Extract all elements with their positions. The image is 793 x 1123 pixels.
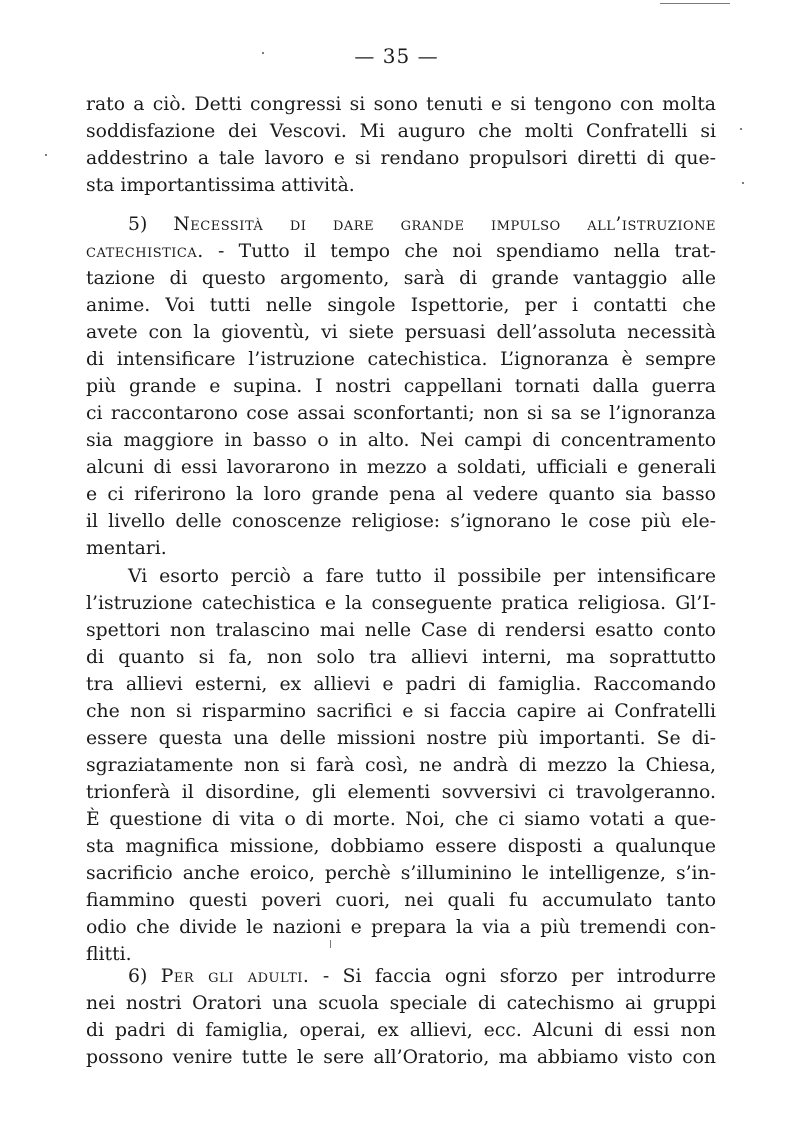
text-line (86, 238, 716, 265)
text-line: di padri di famiglia, operai, ex allievi, ecc. Alcuni di essi non (86, 1020, 716, 1041)
paragraph (86, 563, 716, 968)
scan-speck (262, 52, 264, 54)
text-line: sta importantissima attività. (86, 175, 355, 196)
text-line: essere questa una delle missioni nostre più importanti. Se di- (86, 728, 716, 749)
text-line: anime. Voi tutti nelle singole Ispettorie, per i contatti che (86, 295, 716, 316)
section-6 (86, 963, 716, 1071)
text-line: di intensificare l’istruzione catechistica. L’ignoranza è sempre (86, 349, 716, 370)
section-lead-text: - Si faccia ogni sforzo per introdurre (322, 966, 716, 987)
scan-speck (740, 128, 742, 130)
text-line: avete con la gioventù, vi siete persuasi dell’assoluta necessità (86, 322, 716, 343)
section-lead-text: - Tutto il tempo che noi spendiamo nella trat- (218, 241, 716, 262)
scan-speck (330, 940, 331, 948)
text-line: tazione di questo argomento, sarà di grande vantaggio alle (86, 268, 716, 289)
section-title-continued: catechistica. (86, 241, 204, 262)
section-title: Necessità di dare grande impulso all’istruzione (173, 214, 716, 235)
section-heading (86, 211, 716, 238)
text-line: ci raccontarono cose assai sconfortanti; non si sa se l’ignoranza (86, 403, 716, 424)
text-line: soddisfazione dei Vescovi. Mi auguro che molti Confratelli si (86, 121, 716, 142)
text-line: sacrificio anche eroico, perchè s’illuminino le intelligenze, s’in- (86, 863, 716, 884)
text-line: sia maggiore in basso o in alto. Nei campi di concentramento (86, 430, 716, 451)
text-line: più grande e supina. I nostri cappellani tornati dalla guerra (86, 376, 716, 397)
text-line: nei nostri Oratori una scuola speciale di catechismo ai gruppi (86, 993, 716, 1014)
text-line: di quanto si fa, non solo tra allievi interni, ma soprattutto (86, 647, 716, 668)
paragraph-continuation (86, 91, 716, 199)
text-line: fiammino questi poveri cuori, nei quali fu accumulato tanto (86, 890, 716, 911)
scan-speck (742, 182, 744, 184)
section-number: 6) (128, 966, 148, 987)
text-line: trionferà il disordine, gli elementi sovversivi ci travolgeranno. (86, 782, 716, 803)
text-line: spettori non tralascino mai nelle Case di rendersi esatto conto (86, 620, 716, 641)
text-line: Vi esorto perciò a fare tutto il possibile per intensificare (128, 566, 716, 587)
text-line: che non si risparmino sacrifici e si faccia capire ai Confratelli (86, 701, 716, 722)
section-heading (86, 963, 716, 990)
section-number: 5) (128, 214, 148, 235)
section-title: Per gli adulti. (160, 966, 310, 987)
scan-speck (45, 154, 47, 156)
text-line: È questione di vita o di morte. Noi, che ci siamo votati a que- (86, 809, 716, 830)
text-line: sgraziatamente non si farà così, ne andrà di mezzo la Chiesa, (86, 755, 716, 776)
text-line: possono venire tutte le sere all’Oratorio, ma abbiamo visto con (86, 1047, 716, 1068)
scan-line (660, 3, 730, 4)
text-line: flitti. (86, 944, 132, 965)
text-line: e ci riferirono la loro grande pena al vedere quanto sia basso (86, 484, 716, 505)
text-line: tra allievi esterni, ex allievi e padri di famiglia. Raccomando (86, 674, 716, 695)
text-line: rato a ciò. Detti congressi si sono tenuti e si tengono con molta (86, 94, 716, 115)
section-5 (86, 211, 716, 562)
text-line: il livello delle conoscenze religiose: s’ignorano le cose più ele- (86, 511, 716, 532)
text-line: l’istruzione catechistica e la conseguente pratica religiosa. Gl’I- (86, 593, 716, 614)
text-line: addestrino a tale lavoro e si rendano propulsori diretti di que- (86, 148, 716, 169)
text-line: mentari. (86, 538, 167, 559)
text-line: odio che divide le nazioni e prepara la via a più tremendi con- (86, 917, 716, 938)
text-line: alcuni di essi lavorarono in mezzo a soldati, ufficiali e generali (86, 457, 716, 478)
text-line: sta magnifica missione, dobbiamo essere disposti a qualunque (86, 836, 716, 857)
page-number: — 35 — (354, 44, 439, 68)
